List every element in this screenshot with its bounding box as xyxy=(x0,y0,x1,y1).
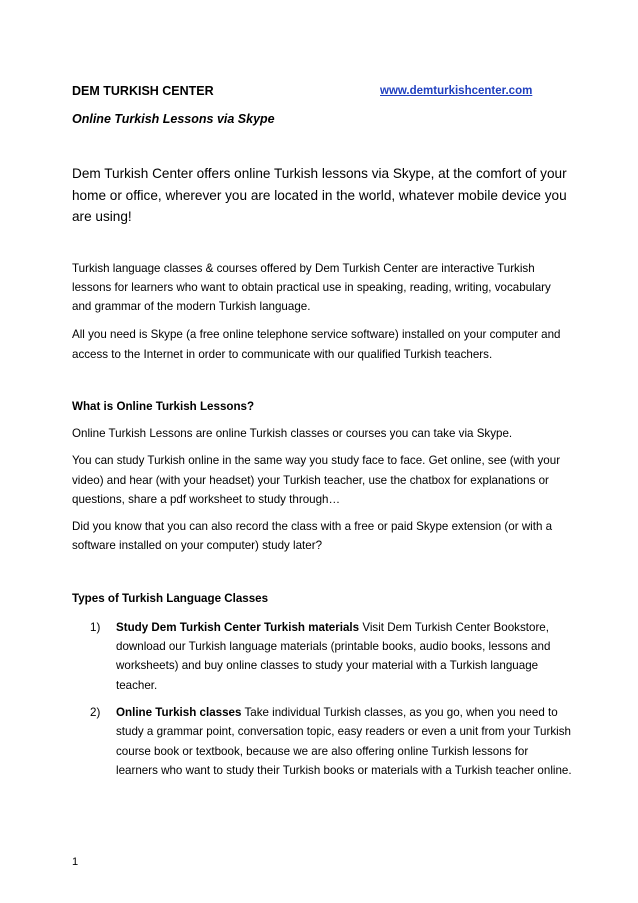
paragraph-definition: Online Turkish Lessons are online Turkish classes or courses you can take via Skype. xyxy=(72,426,513,440)
page-number: 1 xyxy=(72,856,79,868)
company-title: DEM TURKISH CENTER xyxy=(72,84,214,98)
list-item-text: Visit Dem Turkish Center Bookstore, download our Turkish language materials (printable books, audio books, lessons and worksheets) and buy online classes to study your material with a Turkish language teacher. xyxy=(116,620,551,692)
paragraph-study-online: You can study Turkish online in the same way you study face to face. Get online, see (with your video) and hear (with your headset) your Turkish teacher, use the chatbox for explanations or questions, share a pdf worksheet to study through… xyxy=(72,454,561,506)
document-subtitle: Online Turkish Lessons via Skype xyxy=(72,112,275,126)
list-item xyxy=(72,703,572,780)
list-item-number: 1) xyxy=(90,620,101,634)
section-heading-what-is: What is Online Turkish Lessons? xyxy=(72,399,255,413)
list-item xyxy=(72,618,572,695)
paragraph-classes: Turkish language classes & courses offered by Dem Turkish Center are interactive Turkish lessons for learners who want to obtain practical use in speaking, reading, writing, vocabulary and grammar of the modern Turkish language. xyxy=(72,261,551,314)
website-link[interactable]: www.demturkishcenter.com xyxy=(380,85,533,97)
intro-paragraph: Dem Turkish Center offers online Turkish lessons via Skype, at the comfort of your home or office, wherever you are located in the world, whatever mobile device you are using! xyxy=(72,166,567,224)
paragraph-requirements: All you need is Skype (a free online telephone service software) installed on your computer and access to the Internet in order to communicate with our qualified Turkish teachers. xyxy=(72,328,561,361)
page-content xyxy=(72,84,572,780)
list-item-lead: Online Turkish classes xyxy=(116,705,242,719)
class-types-list xyxy=(72,618,572,780)
list-item-number: 2) xyxy=(90,705,101,719)
list-item-text: Take individual Turkish classes, as you go, when you need to study a grammar point, conversation topic, easy readers or even a unit from your Turkish course book or textbook, because we are also offering online Turkish lessons for learners who want to study their Turkish books or materials with a Turkish teacher online. xyxy=(116,705,572,777)
section-heading-types: Types of Turkish Language Classes xyxy=(72,591,269,605)
paragraph-record-class: Did you know that you can also record the class with a free or paid Skype extension (or with a software installed on your computer) study later? xyxy=(72,520,553,553)
list-item-lead: Study Dem Turkish Center Turkish materials xyxy=(116,620,360,634)
page-header xyxy=(72,84,572,102)
